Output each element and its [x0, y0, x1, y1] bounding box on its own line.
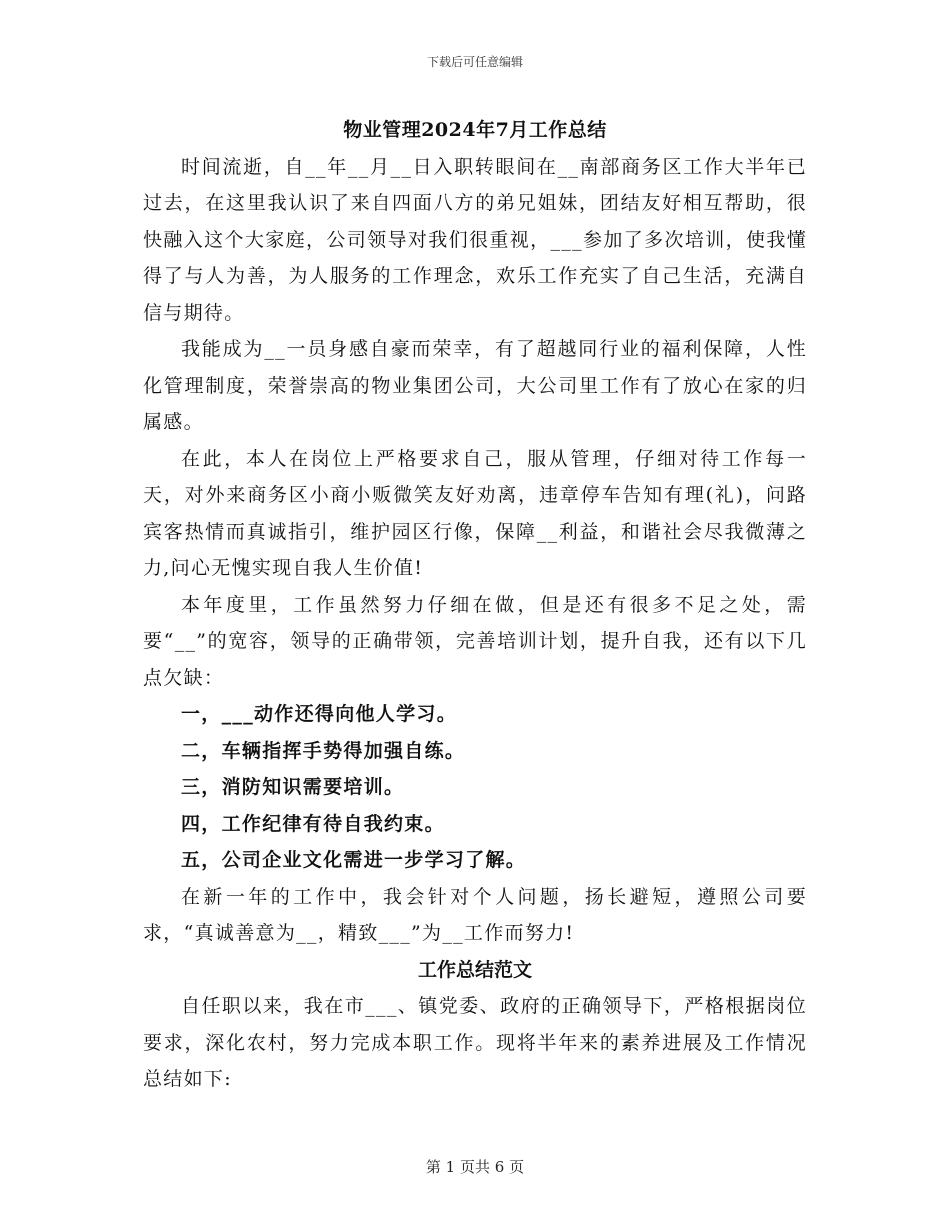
paragraph-4: 本年度里，工作虽然努力仔细在做，但是还有很多不足之处，需要“__”的宽容，领导的正确带领，完善培训计划，提升自我，还有以下几点欠缺： [143, 593, 807, 689]
closing-paragraph: 在新一年的工作中，我会针对个人问题，扬长避短，遵照公司要求，“真诚善意为__，精致___”为__工作而努力! [143, 885, 807, 944]
header-note: 下载后可任意编辑 [426, 55, 523, 69]
list-item-5: 五，公司企业文化需进一步学习了解。 [181, 849, 527, 871]
page-number: 第 1 页共 6 页 [425, 1158, 525, 1176]
list-item-4: 四，工作纪律有待自我约束。 [181, 812, 445, 835]
paragraph-2: 我能成为__一员身感自豪而荣幸，有了超越同行业的福利保障，人性化管理制度，荣誉崇高的物业集团公司，大公司里工作有了放心在家的归属感。 [143, 338, 807, 433]
paragraph-1: 时间流逝，自__年__月__日入职转眼间在__南部商务区工作大半年已过去，在这里我认识了来自四面八方的弟兄姐妹，团结友好相互帮助，很快融入这个大家庭，公司领导对我们很重视，___参加了多次培训，使我懂得了与人为善，为人服务的工作理念，欢乐工作充实了自己生活，充满自信与期待。 [143, 155, 807, 324]
section-paragraph: 自任职以来，我在市___、镇党委、政府的正确领导下，严格根据岗位要求，深化农村，努力完成本职工作。现将半年来的素养进展及工作情况总结如下: [143, 995, 807, 1090]
section-title: 工作总结范文 [417, 958, 532, 981]
list-item-3: 三，消防知识需要培训。 [181, 776, 405, 798]
document-title: 物业管理2024年7月工作总结 [343, 119, 607, 141]
paragraph-3: 在此，本人在岗位上严格要求自己，服从管理，仔细对待工作每一天，对外来商务区小商小贩微笑友好劝离，违章停车告知有理(礼)，问路宾客热情而真诚指引，维护园区行像，保障__利益，和谐社会尽我微薄之力,问心无愧实现自我人生价值! [143, 447, 807, 579]
document-body [143, 112, 807, 1098]
list-item-1: 一，___动作还得向他人学习。 [181, 703, 458, 725]
list-item-2: 二，车辆指挥手势得加强自练。 [181, 739, 466, 762]
